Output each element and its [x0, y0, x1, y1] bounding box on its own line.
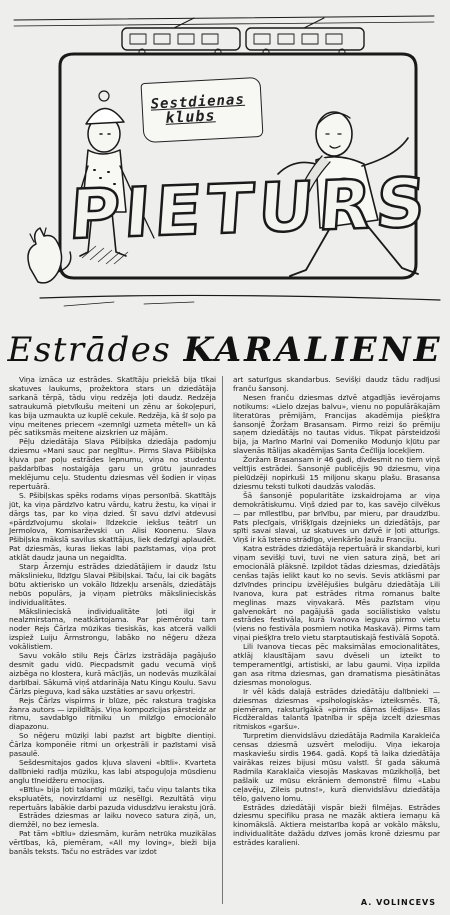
- paragraph: Nesen franču dziesmas dzīvē atgadījās ievērojams notikums: «Lielo dzejas balvu», vienu no populārākajām literatūras prēmijām, Francijas akadēmija piešķīra šansonjē Žoržam Brasansam. Pirmo reizi šo prēmiju saņem dziedātājs no tautas vidus. Tikpat pārsteidzoši bija, ja Marīno Marīni vai Domeniko Modunjo kļūtu par slavenās Itālijas akadēmijas Santa Čečīlija locekļiem.: [233, 392, 440, 456]
- club-logo-badge: [141, 77, 264, 143]
- article-headline: [0, 332, 450, 368]
- headline-word-2: KARALIENE: [183, 330, 443, 370]
- paragraph: Žoržam Brasansam ir 46 gadi, divdesmit no tiem viņš veltījis estrādei. Šansonjē publicējis 90 dziesmu, viņa pielūdzēji nopirkuši 15 miljonu skaņu plašu. Brasansa dziesmu teksti tulkoti daudzās valodās.: [233, 455, 440, 491]
- paragraph: Savu vokālo stilu Rejs Čārlzs izstrādāja pagājušo desmit gadu vidū. Piecpadsmit gadu vecumā viņš aizbēga no klostera, kurā mācījās, un nodevās muzikālai darbībai. Sākumā viņš atdarināja Natu Kingu Koulu. Savu Čārlzs pieguva, kad sāka uzstāties ar savu orķestri.: [9, 651, 216, 696]
- paragraph: Lili Ivanova tiecas pēc maksimālas emocionalitātes, atklāj klausītājam savu dvēseli un izteikt to temperamentīgi, artistiski, ar labu gaumi. Viņa izpilda gan asa ritma dziesmas, gan dramatisma piesātinātas dziesmas monologus.: [233, 642, 440, 687]
- left-text-column: [9, 376, 216, 906]
- paragraph: art saturīgus skandarbus. Sevišķi daudz tādu radījusi franču šansonj.: [233, 375, 440, 393]
- logo-line-1: Sestdienas: [150, 91, 246, 113]
- paragraph: Mākslinieciskā individualitāte ļoti ilgi ir nealzmirstama, neatkārtojama. Par piemērotu tam noder Rejs Čārlza mūzikas tiesiskās, kas atcerā valkli izspiež Luiju Ārmstrongu, labāko no nēģeru džeza vokālistiem.: [9, 606, 216, 652]
- header-illustration: [4, 6, 446, 332]
- paragraph: Sešdesmitajos gados kļuva slaveni «bītli». Kvarteta dalībnieki radīja mūziku, kas labi atspoguļoja mūsdienu anglu tīneidžeru emocijas.: [9, 757, 216, 785]
- paragraph: Ir vēl kāds dalajā estrādes dziedātāju dalībnieki — dziesmas dziesmas «psihologiskās» izteiksmēs. Tā, piemēram, raksturīgākā «pirmās dāmas lēdijas» Ellas Ficdžeraldas talantā īpatnība ir spēja izcelt dziesmas ritmiskos «garšu».: [233, 686, 440, 732]
- paragraph: Estrādes dziesmas ar laiku noveco satura ziņā, un, diemžēl, no bez iemesla.: [9, 811, 216, 830]
- paragraph: So nēģeru mūziķi labi pazīst art bigbīte dientiņi. Čārlza komponēie ritmi un orķestrāli ir pazīstami visā pasaulē.: [9, 731, 216, 759]
- logo-line-2: klubs: [164, 106, 216, 128]
- right-text-column: [233, 376, 440, 884]
- paragraph: Turpretim dienvidslāvu dziedātāja Radmila Karakleiča censas dziesmā uzsvērt melodiju. Viņa iekaroja maskaviešu sirdis 1964. gadā. Kopš tā laika dziedātāja vairākas reizes bijusi mūsu valstī. Šī gada sākumā Radmila Karaklaiča viesojās Maskavas mūzikholļā, bet pašlaik uz mūsu ekrāniem demonstrē filmu «Labu ceļavēju, Zileis putns!», kurā dienvidslāvu dziedātāja tēlo, galveno lomu.: [233, 731, 440, 803]
- paragraph: Pēļu dziedātāja Slava Pšibiļska dziedāja padomju dziesmu «Mani sauc par neglītu». Pirms Slava Pšibiļska kļuva par poļu estrādes lepnumu, viņa no studentu pašdarbības nostaigāja garu un grūtu jaunrades meklējumu ceļu. Studentu dziesmas vēl šodien ir viņas repertuārā.: [9, 437, 216, 491]
- section-title-pieturs: PIETURS: [66, 163, 433, 256]
- paragraph: Estrādes dziedātāji vispār bieži filmējas. Estrādes dziesmu specifiku prasa ne mazāk aktiera iemaņu kā kinomākslā. Aktiera meistarība kopā ar vokālo mākslu, individualitāte dažādu dzīves jomās kronē dziesmu par estrādes karalieni.: [233, 802, 440, 848]
- column-divider: [222, 376, 223, 904]
- author-signature: A. VOLINCEVS: [360, 898, 436, 907]
- paragraph: «Bītlu» bija ļoti talantīgi mūziķi, taču viņu talants tika ekspluatēts, novirzīdami uz nesēlīgi. Rezultātā viņu repertuārs labākie darbi pazuda vidusdzīvu ierakstu jūrā.: [9, 784, 216, 812]
- paragraph: Rejs Čārlzs vispirms ir blūze, pēc rakstura traģiska žanra autors — izpildītājs. Viņa kompozīcijas pārsteidz ar ritmu, savdabīgo ritmiku un milzīgo emocionālo diapazonu.: [9, 695, 216, 732]
- paragraph: Šā šansonjē popularitāte izskaidrojama ar viņa demokrātiskumu. Viņš dzied par to, kas savējo cilvēkus — par mīlestību, par brīvību, par mieru, par draudzību. Pats plecīgais, vīrišķīgais dzejnieks un dziedātājs, par spīti savai slavai, uz skatuves un dzīvē ir ļoti atturīgs. Viņš ir kā īsteno strādīgo, vienkāršo ļaužu Franciju.: [233, 490, 440, 545]
- headline-word-1: Estrādes: [7, 330, 172, 370]
- paragraph: Starp Ārzemju estrādes dziedātājiem ir daudz īstu mākslinieku, līdzīgu Slavai Pšibiļskai. Taču, lai cik bagāts būtu aktierisko un vokālo līdzekļu arsenāls, dziedātājs nebūs populārs, ja viņam pietrūks mākslinieciskās individualitātes.: [9, 562, 216, 607]
- paragraph: Katra estrādes dziedātāja repertuārā ir skandarbi, kuri viņam sevišķi tuvi, tuvi ne vien satura ziņā, bet ari emocionālā plāksnē. Izpildot tādas dziesmas, dziedātājs cenšas tajās ielikt kaut ko no sevis. Sevis atklāsmi par dzīvīndes principu izvēlējušies bulgāru dziedātāja Lili Ivanova, kura pat estrādes ritma romanus balte meglinas mazs viņvakarā. Mēs pazīstam viņu galvenokārt no pagājušā gada sociālistisko valstu estrādes festivāla, kurā Ivanova ieguva pirmo vietu (viens no festivāla posmiem notika Maskavā). Pirms tam viņai piešķīra treīo vietu starptautiskajā festivālā Sopotā.: [233, 544, 440, 643]
- paragraph: Pat tām «bītlu» dziesmām, kurām netrūka muzikālas vērtības, kā, piemēram, «All my loving», bieži bija banāls teksts. Taču no estrādes var izdot: [9, 829, 216, 857]
- paragraph: Viņa iznāca uz estrādes. Skatītāju priekšā bija tīkai skatuves laukums, prožektora stars un dziedātāja sarkanā tērpā, tādu viņu redzēja ļoti daudz. Redzēja satraukumā pietvīkušu meiteni un zēnu ar šokoļepuri, kas bija uzmaukta uz kuplē cekule. Redzēja, kā šī soļo pa viņu meitenes priecem «zemnīgi uzmeta mētelī» un kā pēc satiksmās meitene aizskrien uz mājām.: [9, 375, 216, 438]
- paragraph: S. Pšibiļskas spēks rodams viņas personībā. Skatītājs jūt, ka viņa pārdzīvo katru vārdu, katru žestu, ka viņai ir dārgs tas, par ko viņa dzied. Šī savu dzīvi atdevusi «pārdzīvojumu skolai» līdzekcie iekšus teātrī un Jermolova, Komisarževski un Alisi Koonenu. Slava Pšibiļska mākslā savilus skatītājus, liek dedzīgi aplaudēt. Pat dziesmās, kuras liekas labi pazīstamas, viņa prot atklāt daudz jauna un negaidīta.: [9, 490, 216, 563]
